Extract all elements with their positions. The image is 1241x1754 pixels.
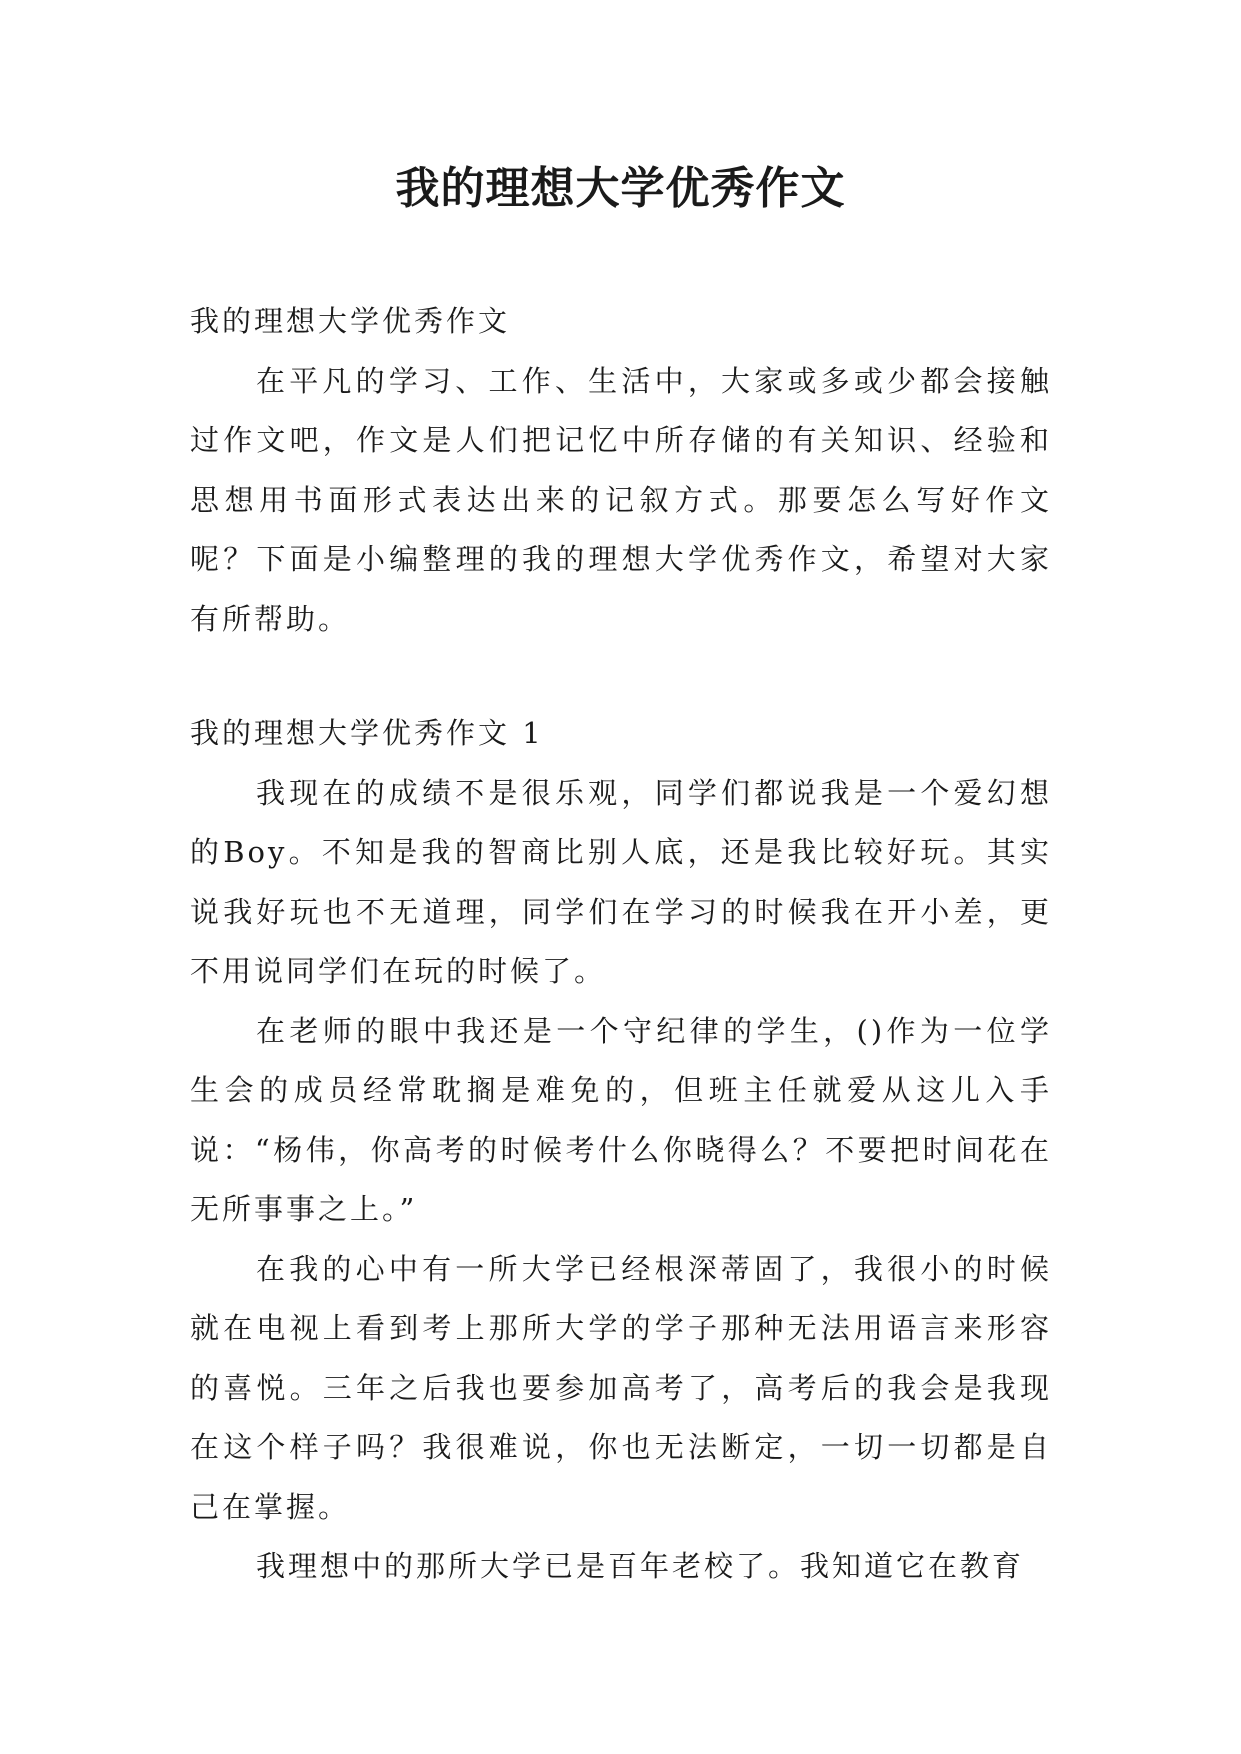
intro-heading: 我的理想大学优秀作文 [190, 304, 511, 338]
essay1-paragraph-3: 在我的心中有一所大学已经根深蒂固了，我很小的时候就在电视上看到考上那所大学的学子那种无法用语言来形容的喜悦。三年之后我也要参加高考了，高考后的我会是我现在这个样子吗？我很难说，你也无法断定，一切一切都是自己在掌握。 [190, 1251, 1052, 1524]
essay1-paragraph-2: 在老师的眼中我还是一个守纪律的学生，()作为一位学生会的成员经常耽搁是难免的，但班主任就爱从这儿入手说：“杨伟，你高考的时候考什么你晓得么？不要把时间花在无所事事之上。” [190, 1013, 1052, 1226]
intro-paragraph: 在平凡的学习、工作、生活中，大家或多或少都会接触过作文吧，作文是人们把记忆中所存储的有关知识、经验和思想用书面形式表达出来的记叙方式。那要怎么写好作文呢？下面是小编整理的我的理想大学优秀作文，希望对大家有所帮助。 [190, 363, 1052, 636]
essay1-paragraph-4: 我理想中的那所大学已是百年老校了。我知道它在教育 [256, 1549, 1025, 1583]
essay1-heading: 我的理想大学优秀作文 1 [190, 716, 544, 750]
section-spacer [190, 649, 1052, 704]
document-body [190, 292, 1052, 1597]
document-title: 我的理想大学优秀作文 [395, 163, 846, 214]
essay1-paragraph-1: 我现在的成绩不是很乐观，同学们都说我是一个爱幻想的Boy。不知是我的智商比别人底，还是我比较好玩。其实说我好玩也不无道理，同学们在学习的时候我在开小差，更不用说同学们在玩的时候了。 [190, 775, 1052, 988]
